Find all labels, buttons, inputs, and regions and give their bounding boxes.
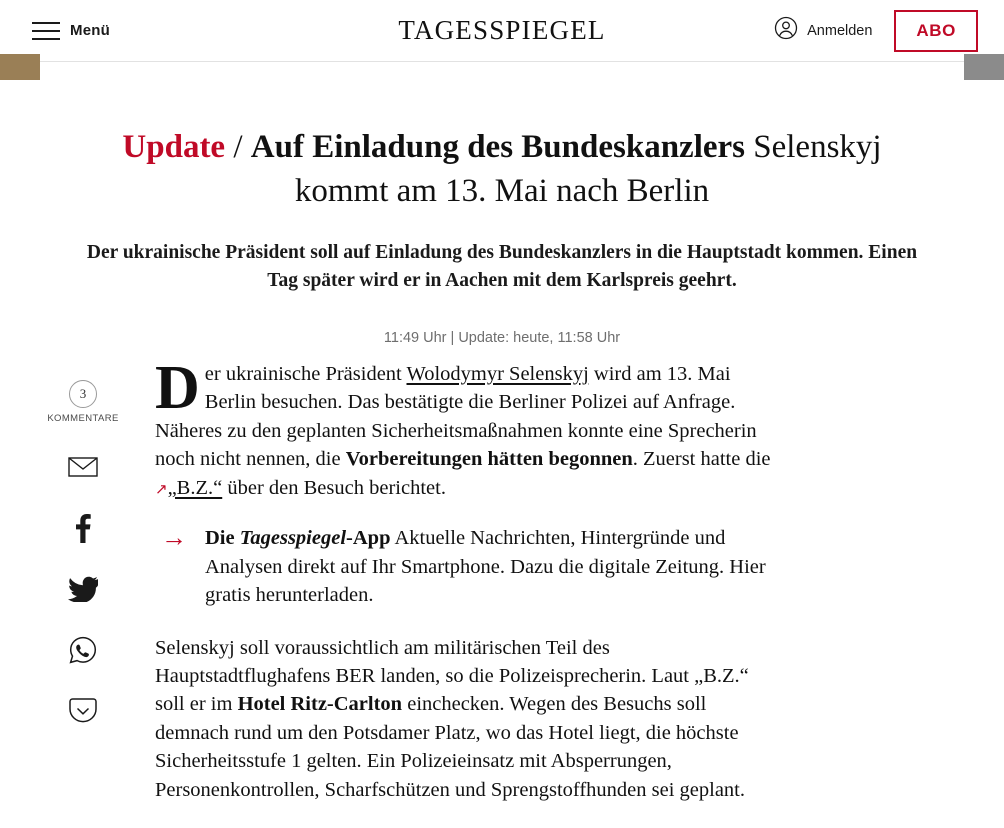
comment-count: 3	[69, 380, 97, 408]
p2-part-b: einchecken. Wegen des Besuchs soll demnach rund um den Potsdamer Platz, wo das Hotel liegt, die höchste Sicherheitsstufe 1 gelten. Ein Polizeieinsatz mit Absperrungen, Personenkontrollen, Scharfschützen und Sprengstoffhunden sei geplant.	[155, 693, 746, 801]
p1-part-a: er ukrainische Präsident	[204, 362, 407, 385]
arrow-right-icon: →	[161, 523, 187, 553]
login-label: Anmelden	[807, 22, 873, 39]
hamburger-icon	[32, 22, 60, 40]
body-paragraph-1	[155, 353, 771, 502]
kicker-separator: /	[233, 129, 243, 165]
body-paragraph-2	[155, 634, 771, 805]
headline-rest: Selenskyj kommt am 13. Mai nach Berlin	[294, 129, 882, 209]
app-promo-title-b: -App	[346, 527, 391, 550]
pocket-icon[interactable]	[66, 694, 100, 728]
app-promo-title-italic: Tagesspiegel	[239, 527, 347, 550]
p2-part-a: Selenskyj soll voraussichtlich am militärischen Teil des Hauptstadtflughafens BER landen, so die Polizeisprecherin. Laut „B.Z.“ soll er im	[155, 636, 749, 716]
selenskyj-link[interactable]: Wolodymyr Selenskyj	[406, 362, 589, 385]
login-button[interactable]	[774, 16, 872, 45]
headline-emphasis: Auf Einladung des Bundeskanzlers	[250, 129, 746, 165]
menu-button[interactable]	[32, 22, 110, 40]
p1-emphasis: Vorbereitungen hätten begonnen	[345, 448, 633, 471]
site-header	[0, 0, 1004, 62]
share-rail	[47, 380, 119, 755]
app-promo-body: Aktuelle Nachrichten, Hintergründe und Analysen direkt auf Ihr Smartphone. Dazu die digitale Zeitung. Hier gratis herunterladen.	[205, 527, 766, 607]
p1-part-b: wird am 13. Mai Berlin besuchen. Das bestätigte die Berliner Polizei auf Anfrage. Näheres zu den geplanten Sicherheitsmaßnahmen konnte eine Sprecherin noch nicht nennen, die	[155, 362, 757, 471]
header-actions	[774, 10, 978, 52]
page-title	[72, 68, 932, 213]
menu-button-label: Menü	[70, 22, 110, 39]
article	[0, 62, 1004, 804]
mail-icon[interactable]	[66, 450, 100, 484]
comments-label: KOMMENTARE	[47, 413, 119, 424]
dropcap: D	[155, 353, 200, 422]
app-promo-title-a: Die	[205, 527, 240, 550]
external-link-icon: ↗	[155, 481, 168, 498]
site-logo: TAGESSPIEGEL	[398, 15, 606, 45]
app-promo-title	[205, 527, 390, 549]
article-standfirst: Der ukrainische Präsident soll auf Einladung des Bundeskanzlers in die Hauptstadt kommen. Einen Tag später wird er in Aachen mit dem Karlspreis geehrt.	[86, 242, 918, 292]
app-promo-text	[205, 524, 771, 609]
user-icon	[774, 16, 798, 45]
p1-part-c: . Zuerst hatte die	[632, 448, 771, 471]
article-kicker: Update	[122, 129, 226, 165]
subscribe-button[interactable]: ABO	[894, 10, 978, 52]
comments-button[interactable]	[47, 380, 118, 424]
article-timestamp: 11:49 Uhr | Update: heute, 11:58 Uhr	[383, 329, 621, 346]
facebook-icon[interactable]	[66, 511, 100, 545]
p1-part-d: über den Besuch berichtet.	[222, 476, 446, 499]
twitter-icon[interactable]	[66, 572, 100, 606]
p2-emphasis: Hotel Ritz-Carlton	[237, 693, 403, 716]
article-body	[155, 353, 771, 805]
bz-link[interactable]: „B.Z.“	[167, 476, 223, 499]
app-promo[interactable]	[155, 524, 771, 609]
whatsapp-icon[interactable]	[66, 633, 100, 667]
